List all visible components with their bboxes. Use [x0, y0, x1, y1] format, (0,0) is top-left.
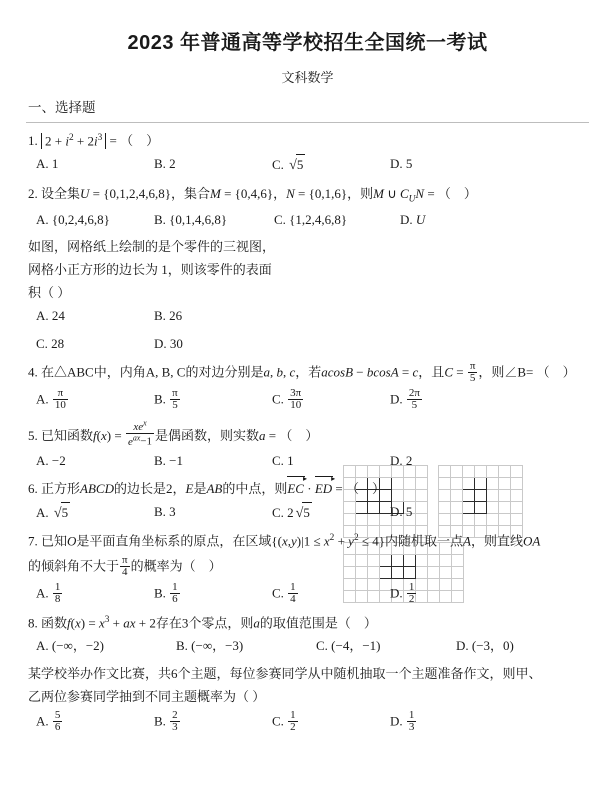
option-c[interactable]: C. $\frac{1}{4}$	[272, 580, 296, 606]
option-b[interactable]: B. 2	[154, 156, 176, 172]
option-a[interactable]: A. 24	[36, 308, 65, 324]
question-8	[26, 613, 589, 657]
option-b[interactable]: B. (−∞，−3)	[176, 638, 244, 654]
question-6-options	[26, 502, 589, 525]
question-3-stem-line1: 如图，网格纸上绘制的是个零件的三视图，	[28, 239, 276, 255]
option-a[interactable]: A. (−∞，−2)	[36, 638, 104, 654]
option-c[interactable]: C. √5	[272, 154, 390, 177]
question-3-stem-line3: 积（ ）	[28, 285, 71, 301]
option-c[interactable]: C. $\frac{1}{2}$	[272, 708, 296, 734]
question-2-options	[26, 210, 589, 230]
option-b[interactable]: B. $\frac{1}{6}$	[154, 580, 178, 606]
question-4	[26, 361, 589, 412]
option-b[interactable]: B. 26	[154, 308, 183, 324]
question-5-options	[26, 451, 589, 471]
option-a[interactable]: A. {0,2,4,6,8}	[36, 211, 110, 227]
option-c[interactable]: C. $\frac{3\pi}{10}$	[272, 386, 302, 412]
option-c[interactable]: C. 1	[272, 453, 294, 469]
question-1-stem: 1. $2 + i^2 + 2i^3$ = （ ）	[28, 132, 160, 148]
option-c[interactable]: C. {1,2,4,6,8}	[274, 211, 348, 227]
question-4-stem: 4. 在△ABC中，内角A, B, C的对边分别是a, b, c，若acosB − bcosA = c，且C = $\frac{\pi}{5}$ ，则∠B= （ ）	[28, 359, 576, 385]
question-7-stem-line2: 的倾斜角不大于 $\frac{\pi}{4}$ 的概率为（ ）	[28, 553, 222, 579]
question-9-options	[26, 710, 589, 734]
question-5	[26, 419, 589, 472]
question-1	[26, 131, 589, 177]
option-c[interactable]: C. (−4，−1)	[316, 638, 381, 654]
question-3-options-row2	[26, 334, 346, 354]
option-c[interactable]: C. 28	[36, 335, 65, 351]
question-3-stem-line2: 网格小正方形的边长为 1，则该零件的表面	[28, 262, 272, 278]
question-7-stem-line1: 7. 已知O是平面直角坐标系的原点，在区域$\{(x,y)|1 \le x^2 + y^2 \le 4\}$内随机取一点A，则直线OA	[28, 533, 541, 549]
question-3	[26, 237, 589, 354]
option-d[interactable]: D. 5	[390, 156, 413, 172]
question-4-options	[26, 388, 589, 412]
option-d[interactable]: D. 2	[390, 453, 413, 469]
section-heading: 一、选择题	[28, 100, 96, 115]
question-2-stem: 2. 设全集U = {0,1,2,4,6,8}，集合M = {0,4,6}，N = {0,1,6}，则M ∪ $C_UN$ = （ ）	[28, 185, 477, 205]
divider	[26, 122, 589, 123]
option-d[interactable]: D. 5	[390, 503, 413, 519]
option-d[interactable]: D. $\frac{2\pi}{5}$	[390, 386, 420, 412]
question-7	[26, 531, 589, 606]
option-a[interactable]: A. $\frac{\pi}{10}$	[36, 386, 66, 412]
question-2	[26, 184, 589, 230]
option-b[interactable]: B. 3	[154, 503, 176, 519]
question-7-options	[26, 582, 589, 606]
question-9-stem-line2: 乙两位参赛同学抽到不同主题概率为（ ）	[28, 688, 266, 704]
question-9	[26, 664, 589, 734]
option-a[interactable]: A. 1	[36, 156, 59, 172]
option-b[interactable]: B. {0,1,4,6,8}	[154, 211, 228, 227]
option-b[interactable]: B. $\frac{\pi}{5}$	[154, 386, 178, 412]
question-3-options-row1	[26, 306, 346, 326]
page-subtitle: 文科数学	[281, 70, 334, 85]
option-a[interactable]: A. $\frac{5}{6}$	[36, 708, 61, 734]
option-d[interactable]: D. $\frac{1}{3}$	[390, 708, 415, 734]
option-d[interactable]: D. 30	[154, 335, 183, 351]
option-b[interactable]: B. $\frac{2}{3}$	[154, 708, 178, 734]
question-9-stem-line1: 某学校举办作文比赛，共6个主题，每位参赛同学从中随机抽取一个主题准备作文，则甲、	[28, 665, 542, 681]
option-d[interactable]: D. (−3，0)	[456, 638, 514, 654]
question-8-options	[26, 636, 589, 656]
question-6-stem: 6. 正方形ABCD的边长是2，E是AB的中点，则EC ▸ · ED ▸ = （ ）	[26, 479, 589, 499]
option-a[interactable]: A. −2	[36, 453, 66, 469]
page-title: 2023 年普通高等学校招生全国统一考试	[127, 32, 488, 54]
question-5-stem: 5. 已知函数f(x) = $\frac{xe^x}{e^{ax}-1}$ 是偶函数，则实数a = （ ）	[28, 417, 319, 448]
option-a[interactable]: A. √5	[36, 502, 154, 525]
option-a[interactable]: A. $\frac{1}{8}$	[36, 580, 61, 606]
question-1-options	[26, 154, 589, 177]
option-c[interactable]: C. 2 √5	[272, 502, 390, 525]
option-d[interactable]: D. $\frac{1}{2}$	[390, 580, 415, 606]
question-6	[26, 473, 589, 525]
option-b[interactable]: B. −1	[154, 453, 184, 469]
question-8-stem: 8. 函数$f(x) = x^3$ + ax + 2存在3个零点，则a的取值范围是（ ）	[28, 614, 377, 631]
option-d[interactable]: D. U	[400, 211, 426, 227]
